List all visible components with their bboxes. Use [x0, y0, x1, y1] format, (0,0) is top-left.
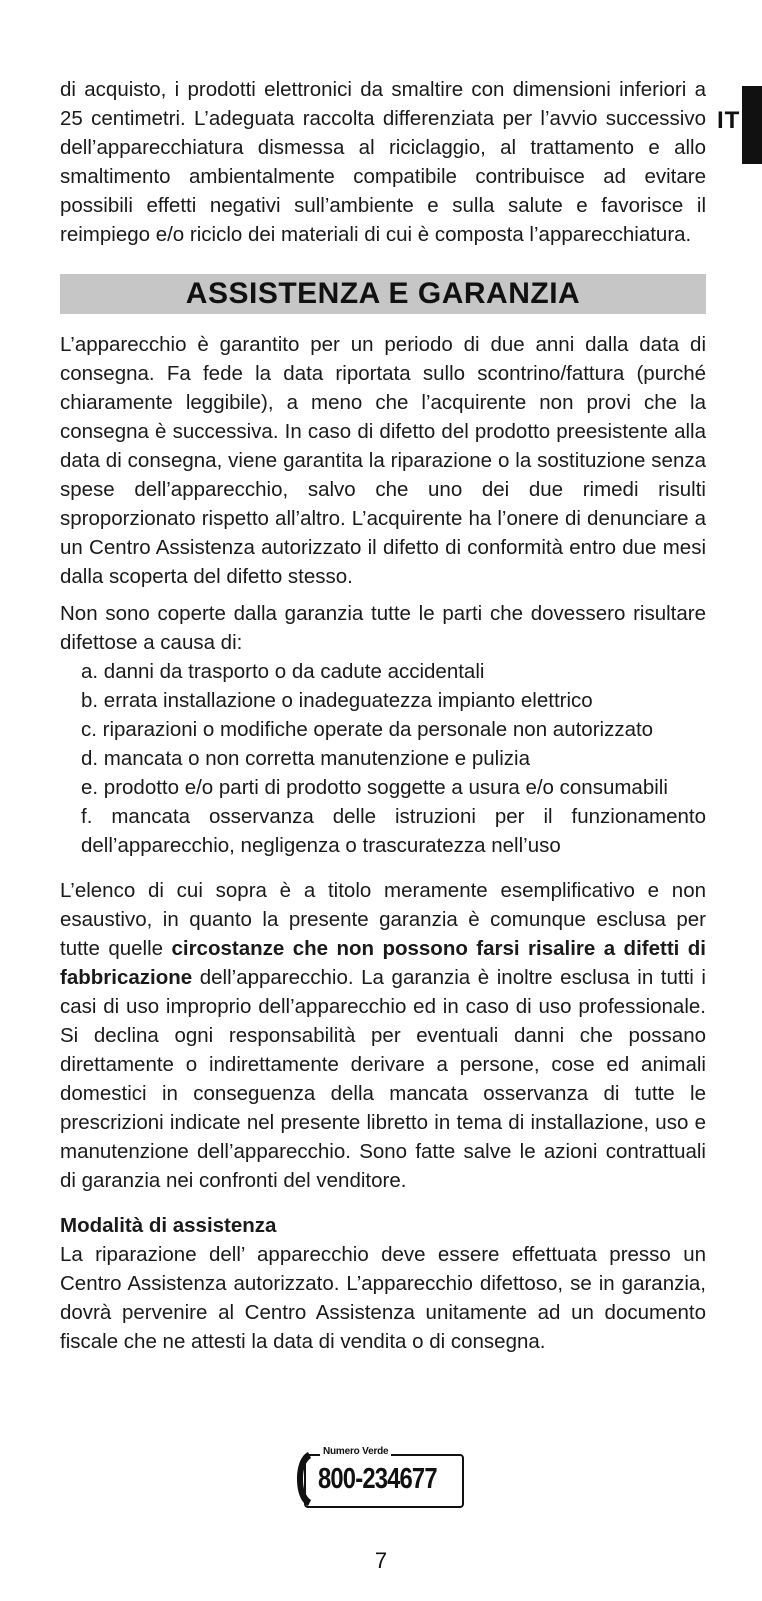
- toll-free-badge: [294, 1446, 466, 1512]
- liability-text-start: L’elenco di cui sopra è a titolo meramente esemplificativo e non esaustivo, in quanto la presente garanzia è comunque esclusa per tutte quelle: [60, 879, 706, 960]
- warranty-paragraph: L’apparecchio è garantito per un periodo di due anni dalla data di consegna. Fa fede la data riportata sullo scontrino/fattura (purché chiaramente leggibile), a meno che l’acquirente non provi che la consegna è successiva. In caso di difetto del prodotto preesistente alla data di consegna, viene garantita la riparazione o la sostituzione senza spese dell’apparecchio, salvo che uno dei due rimedi risulti sproporzionato rispetto all’altro. L’acquirente ha l’onere di denunciare a un Centro Assistenza autorizzato il difetto di conformità entro due mesi dalla scoperta del difetto stesso.: [60, 333, 706, 588]
- toll-free-label: Numero Verde: [320, 1446, 391, 1457]
- liability-paragraph: [60, 876, 706, 1195]
- list-item: b. errata installazione o inadeguatezza impianto elettrico: [81, 689, 593, 712]
- language-code: IT: [717, 107, 741, 134]
- page-number: 7: [374, 1548, 388, 1573]
- list-item: a. danni da trasporto o da cadute accidentali: [81, 660, 485, 683]
- list-item: d. mancata o non corretta manutenzione e pulizia: [81, 747, 530, 770]
- assistance-subheading: Modalità di assistenza: [60, 1214, 277, 1237]
- section-title: ASSISTENZA E GARANZIA: [185, 277, 581, 310]
- toll-free-number: 800-234677: [318, 1463, 437, 1495]
- exclusions-intro: Non sono coperte dalla garanzia tutte le parti che dovessero risultare difettose a causa di:: [60, 602, 706, 654]
- list-item: e. prodotto e/o parti di prodotto soggette a usura e/o consumabili: [81, 776, 668, 799]
- telephone-handset-icon: [294, 1450, 312, 1508]
- section-header: [60, 274, 706, 314]
- liability-text-bold: circostanze che non possono farsi risalire a difetti di fabbricazione: [60, 937, 706, 989]
- liability-text-end: dell’apparecchio. La garanzia è inoltre esclusa in tutti i casi di uso improprio dell’apparecchio ed in caso di uso professionale. Si declina ogni responsabilità per eventuali danni che possano direttamente o indirettamente derivare a persone, cose ed animali domestici in conseguenza della mancata osservanza di tutte le prescrizioni indicate nel presente libretto in tema di installazione, uso e manutenzione dell’apparecchio. Sono fatte salve le azioni contrattuali di garanzia nei confronti del venditore.: [60, 966, 706, 1192]
- exclusions-list: [60, 657, 706, 860]
- page-content: [60, 75, 706, 1356]
- list-item: c. riparazioni o modifiche operate da personale non autorizzato: [81, 718, 654, 741]
- assistance-paragraph: La riparazione dell’ apparecchio deve essere effettuata presso un Centro Assistenza autorizzato. L’apparecchio difettoso, se in garanzia, dovrà pervenire al Centro Assistenza unitamente ad un documento fiscale che ne attesti la data di vendita o di consegna.: [60, 1243, 706, 1353]
- intro-paragraph: di acquisto, i prodotti elettronici da smaltire con dimensioni inferiori a 25 centimetri. L’adeguata raccolta differenziata per l’avvio successivo dell’apparecchiatura dismessa al riciclaggio, al trattamento e allo smaltimento ambientalmente compatibile contribuisce ad evitare possibili effetti negativi sull’ambiente e sulla salute e favorisce il reimpiego e/o riciclo dei materiali di cui è composta l’apparecchiatura.: [60, 78, 706, 246]
- language-tab-marker: [742, 86, 762, 164]
- list-item: f. mancata osservanza delle istruzioni per il funzionamento dell’apparecchio, negligenza o trascuratezza nell’uso: [81, 805, 706, 857]
